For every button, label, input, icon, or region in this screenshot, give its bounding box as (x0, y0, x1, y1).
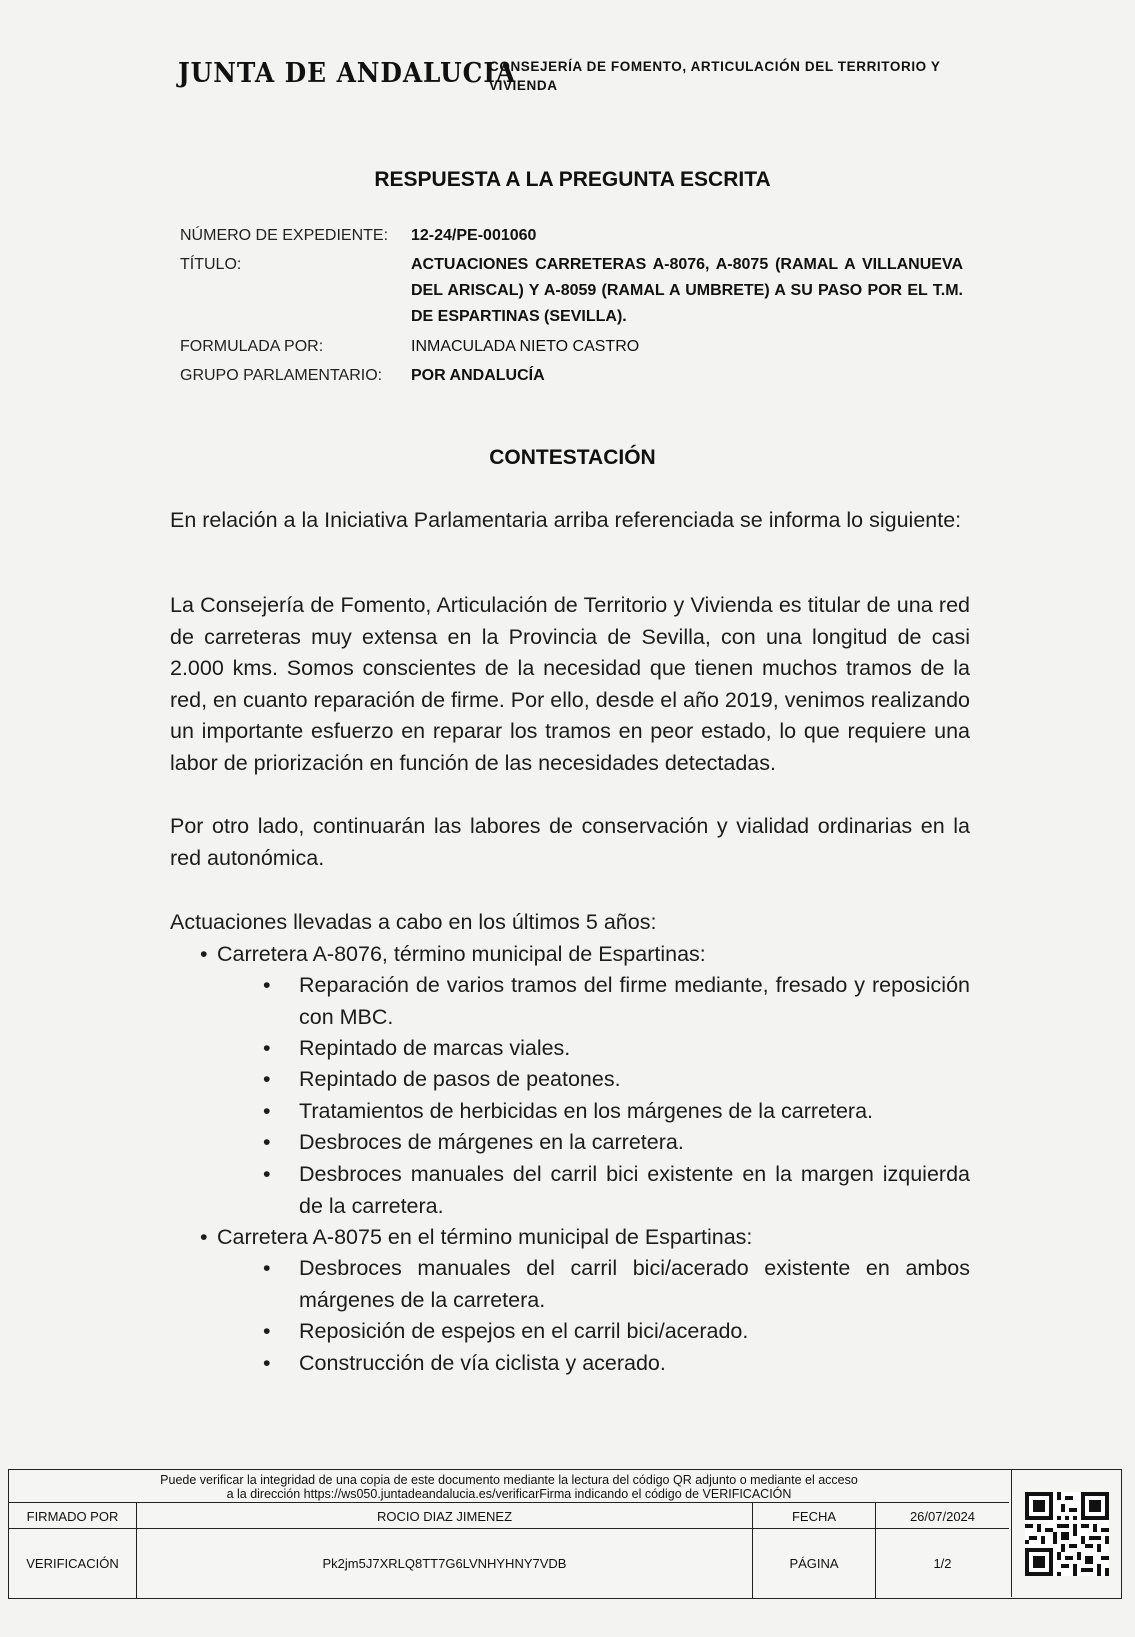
bullet-icon: • (263, 1130, 271, 1154)
list-item: • Repintado de pasos de peatones. (263, 1064, 970, 1096)
bullet-icon: • (263, 1351, 271, 1375)
titulo-label: TÍTULO: (180, 256, 242, 273)
pagina-label: PÁGINA (752, 1529, 875, 1598)
verification-table (8, 1469, 1122, 1599)
consejeria-name: CONSEJERÍA DE FOMENTO, ARTICULACIÓN DEL TERRITORIO Y VIVIENDA (489, 59, 941, 93)
bullet-icon: • (200, 1225, 208, 1249)
fecha-value: 26/07/2024 (875, 1503, 1009, 1529)
document-title: RESPUESTA A LA PREGUNTA ESCRITA (374, 168, 771, 191)
qr-code-icon[interactable] (1025, 1492, 1109, 1576)
list-item: • Reparación de varios tramos del firme mediante, fresado y reposición con MBC. (263, 970, 970, 1033)
verificacion-label: VERIFICACIÓN (26, 1556, 119, 1571)
grupo-value: POR ANDALUCÍA (411, 367, 545, 384)
list-item: • Construcción de vía ciclista y acerado. (263, 1348, 970, 1380)
bullet-icon: • (263, 1067, 271, 1091)
firmado-value: ROCIO DIAZ JIMENEZ (136, 1503, 752, 1529)
bullet-icon: • (263, 1256, 271, 1280)
bullet-icon: • (263, 973, 271, 997)
bullet-icon: • (263, 1099, 271, 1123)
qr-cell (1011, 1470, 1122, 1597)
firmado-row (9, 1502, 1009, 1529)
formulada-value: INMACULADA NIETO CASTRO (411, 338, 640, 355)
contestacion-title: CONTESTACIÓN (489, 446, 656, 469)
actuaciones-heading: Actuaciones llevadas a cabo en los últimos 5 años: (170, 910, 657, 934)
list-item: • Repintado de marcas viales. (263, 1033, 970, 1065)
expediente-label: NÚMERO DE EXPEDIENTE: (180, 227, 389, 244)
bullet-icon: • (263, 1319, 271, 1343)
formulada-label: FORMULADA POR: (180, 338, 324, 355)
list-item: • Desbroces de márgenes en la carretera. (263, 1127, 970, 1159)
list-item: • Reposición de espejos en el carril bici/acerado. (263, 1316, 970, 1348)
fecha-label: FECHA (752, 1503, 875, 1529)
bullet-icon: • (263, 1162, 271, 1186)
list-group-title: • Carretera A-8076, término municipal de Espartinas: (200, 942, 706, 966)
list-item: • Desbroces manuales del carril bici/acerado existente en ambos márgenes de la carretera. (263, 1253, 970, 1316)
body-paragraph: La Consejería de Fomento, Articulación de Territorio y Vivienda es titular de una red de carreteras muy extensa en la Provincia de Sevilla, con una longitud de casi 2.000 kms. Somos conscientes de la necesidad que tienen muchos tramos de la red, en cuanto reparación de firme. Por ello, desde el año 2019, venimos realizando un importante esfuerzo en reparar los tramos en peor estado, lo que requiere una labor de priorización en función de las necesidades detectadas. (170, 593, 970, 775)
verification-notice: Puede verificar la integridad de una copia de este documento mediante la lectura del código QR adjunto o mediante el acceso a la dirección https://ws050.juntadeandalucia.es/verificarFirma indicando el código de VERIFICACIÓN (160, 1473, 858, 1501)
grupo-label: GRUPO PARLAMENTARIO: (180, 367, 383, 384)
junta-logo: JUNTA DE ANDALUCIA (178, 58, 517, 89)
bullet-icon: • (200, 942, 208, 966)
list-group-title: • Carretera A-8075 en el término municipal de Espartinas: (200, 1225, 753, 1249)
expediente-value: 12-24/PE-001060 (411, 227, 537, 244)
list-item: • Tratamientos de herbicidas en los márgenes de la carretera. (263, 1096, 970, 1128)
titulo-value: ACTUACIONES CARRETERAS A-8076, A-8075 (RAMAL A VILLANUEVA DEL ARISCAL) Y A-8059 (RAMAL A UMBRETE) A SU PASO POR EL T.M. DE ESPARTINAS (SEVILLA). (411, 256, 963, 325)
list-item: • Desbroces manuales del carril bici existente en la margen izquierda de la carretera. (263, 1159, 970, 1222)
verificacion-row (9, 1528, 1009, 1598)
bullet-icon: • (263, 1036, 271, 1060)
verificacion-code: Pk2jm5J7XRLQ8TT7G6LVNHYHNY7VDB (136, 1529, 752, 1598)
body-paragraph-2: Por otro lado, continuarán las labores de conservación y vialidad ordinarias en la red autonómica. (170, 814, 970, 870)
intro-paragraph: En relación a la Iniciativa Parlamentaria arriba referenciada se informa lo siguiente: (170, 508, 962, 532)
firmado-label: FIRMADO POR (26, 1508, 119, 1524)
pagina-value: 1/2 (875, 1529, 1009, 1598)
